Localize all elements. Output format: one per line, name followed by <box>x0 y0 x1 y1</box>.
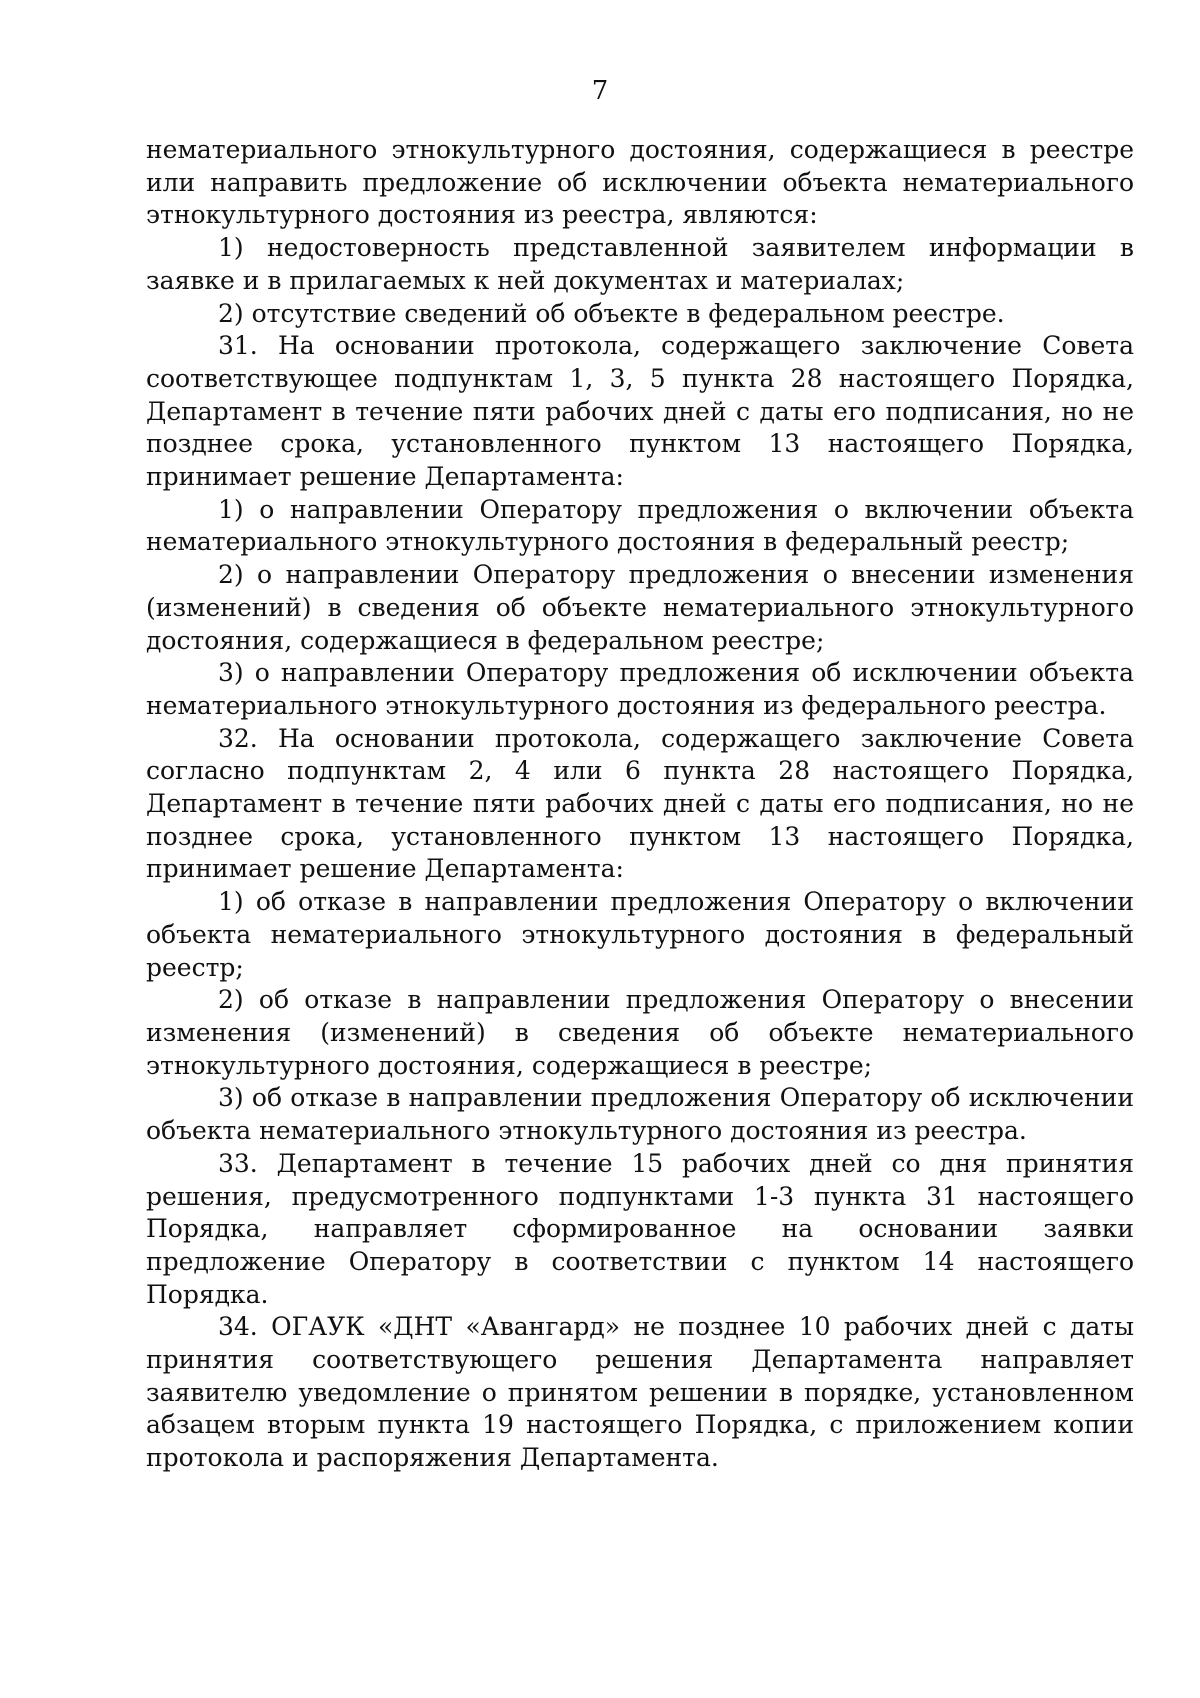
list-item: 1) о направлении Оператору предложения о включении объекта нематериального этнокультурного достояния в федеральный реестр; <box>146 494 1134 557</box>
list-item: 3) об отказе в направлении предложения Оператору об исключении объекта нематериального этнокультурного достояния из реестра. <box>146 1083 1134 1146</box>
page-number: 7 <box>591 76 609 106</box>
list-item: 2) отсутствие сведений об объекте в федеральном реестре. <box>218 298 1005 328</box>
list-item: 3) о направлении Оператору предложения об исключении объекта нематериального этнокультурного достояния из федерального реестра. <box>146 658 1134 720</box>
clause-34: 34. ОГАУК «ДНТ «Авангард» не позднее 10 рабочих дней с даты принятия соответствующего решения Департамента направляет заявителю уведомление о принятом решении в порядке, установленном абзацем вторым пункта 19 настоящего Порядка, с приложением копии протокола и распоряжения Департамента. <box>146 1312 1134 1473</box>
clause-32: 32. На основании протокола, содержащего заключение Совета согласно подпунктам 2, 4 или 6 пункта 28 настоящего Порядка, Департамент в течение пяти рабочих дней с даты его подписания, но не позднее срока, установленного пунктом 13 настоящего Порядка, принимает решение Департамента: <box>146 723 1134 884</box>
document-body <box>146 134 1134 1475</box>
list-item: 2) о направлении Оператору предложения о внесении изменения (изменений) в сведения об объекте нематериального этнокультурного достояния, содержащиеся в федеральном реестре; <box>146 560 1134 655</box>
list-item: 2) об отказе в направлении предложения Оператору о внесении изменения (изменений) в сведения об объекте нематериального этнокультурного достояния, содержащиеся в реестре; <box>146 985 1134 1080</box>
clause-31: 31. На основании протокола, содержащего заключение Совета соответствующее подпунктам 1, 3, 5 пункта 28 настоящего Порядка, Департамент в течение пяти рабочих дней с даты его подписания, но не позднее срока, установленного пунктом 13 настоящего Порядка, принимает решение Департамента: <box>146 331 1134 492</box>
paragraph: нематериального этнокультурного достояния, содержащиеся в реестре или направить предложение об исключении объекта нематериального этнокультурного достояния из реестра, являются: <box>146 135 1134 230</box>
list-item: 1) об отказе в направлении предложения Оператору о включении объекта нематериального этнокультурного достояния в федеральный реестр; <box>146 887 1134 982</box>
list-item: 1) недостоверность представленной заявителем информации в заявке и в прилагаемых к ней документах и материалах; <box>146 233 1134 295</box>
clause-33: 33. Департамент в течение 15 рабочих дней со дня принятия решения, предусмотренного подпунктами 1-3 пункта 31 настоящего Порядка, направляет сформированное на основании заявки предложение Оператору в соответствии с пунктом 14 настоящего Порядка. <box>146 1148 1134 1309</box>
